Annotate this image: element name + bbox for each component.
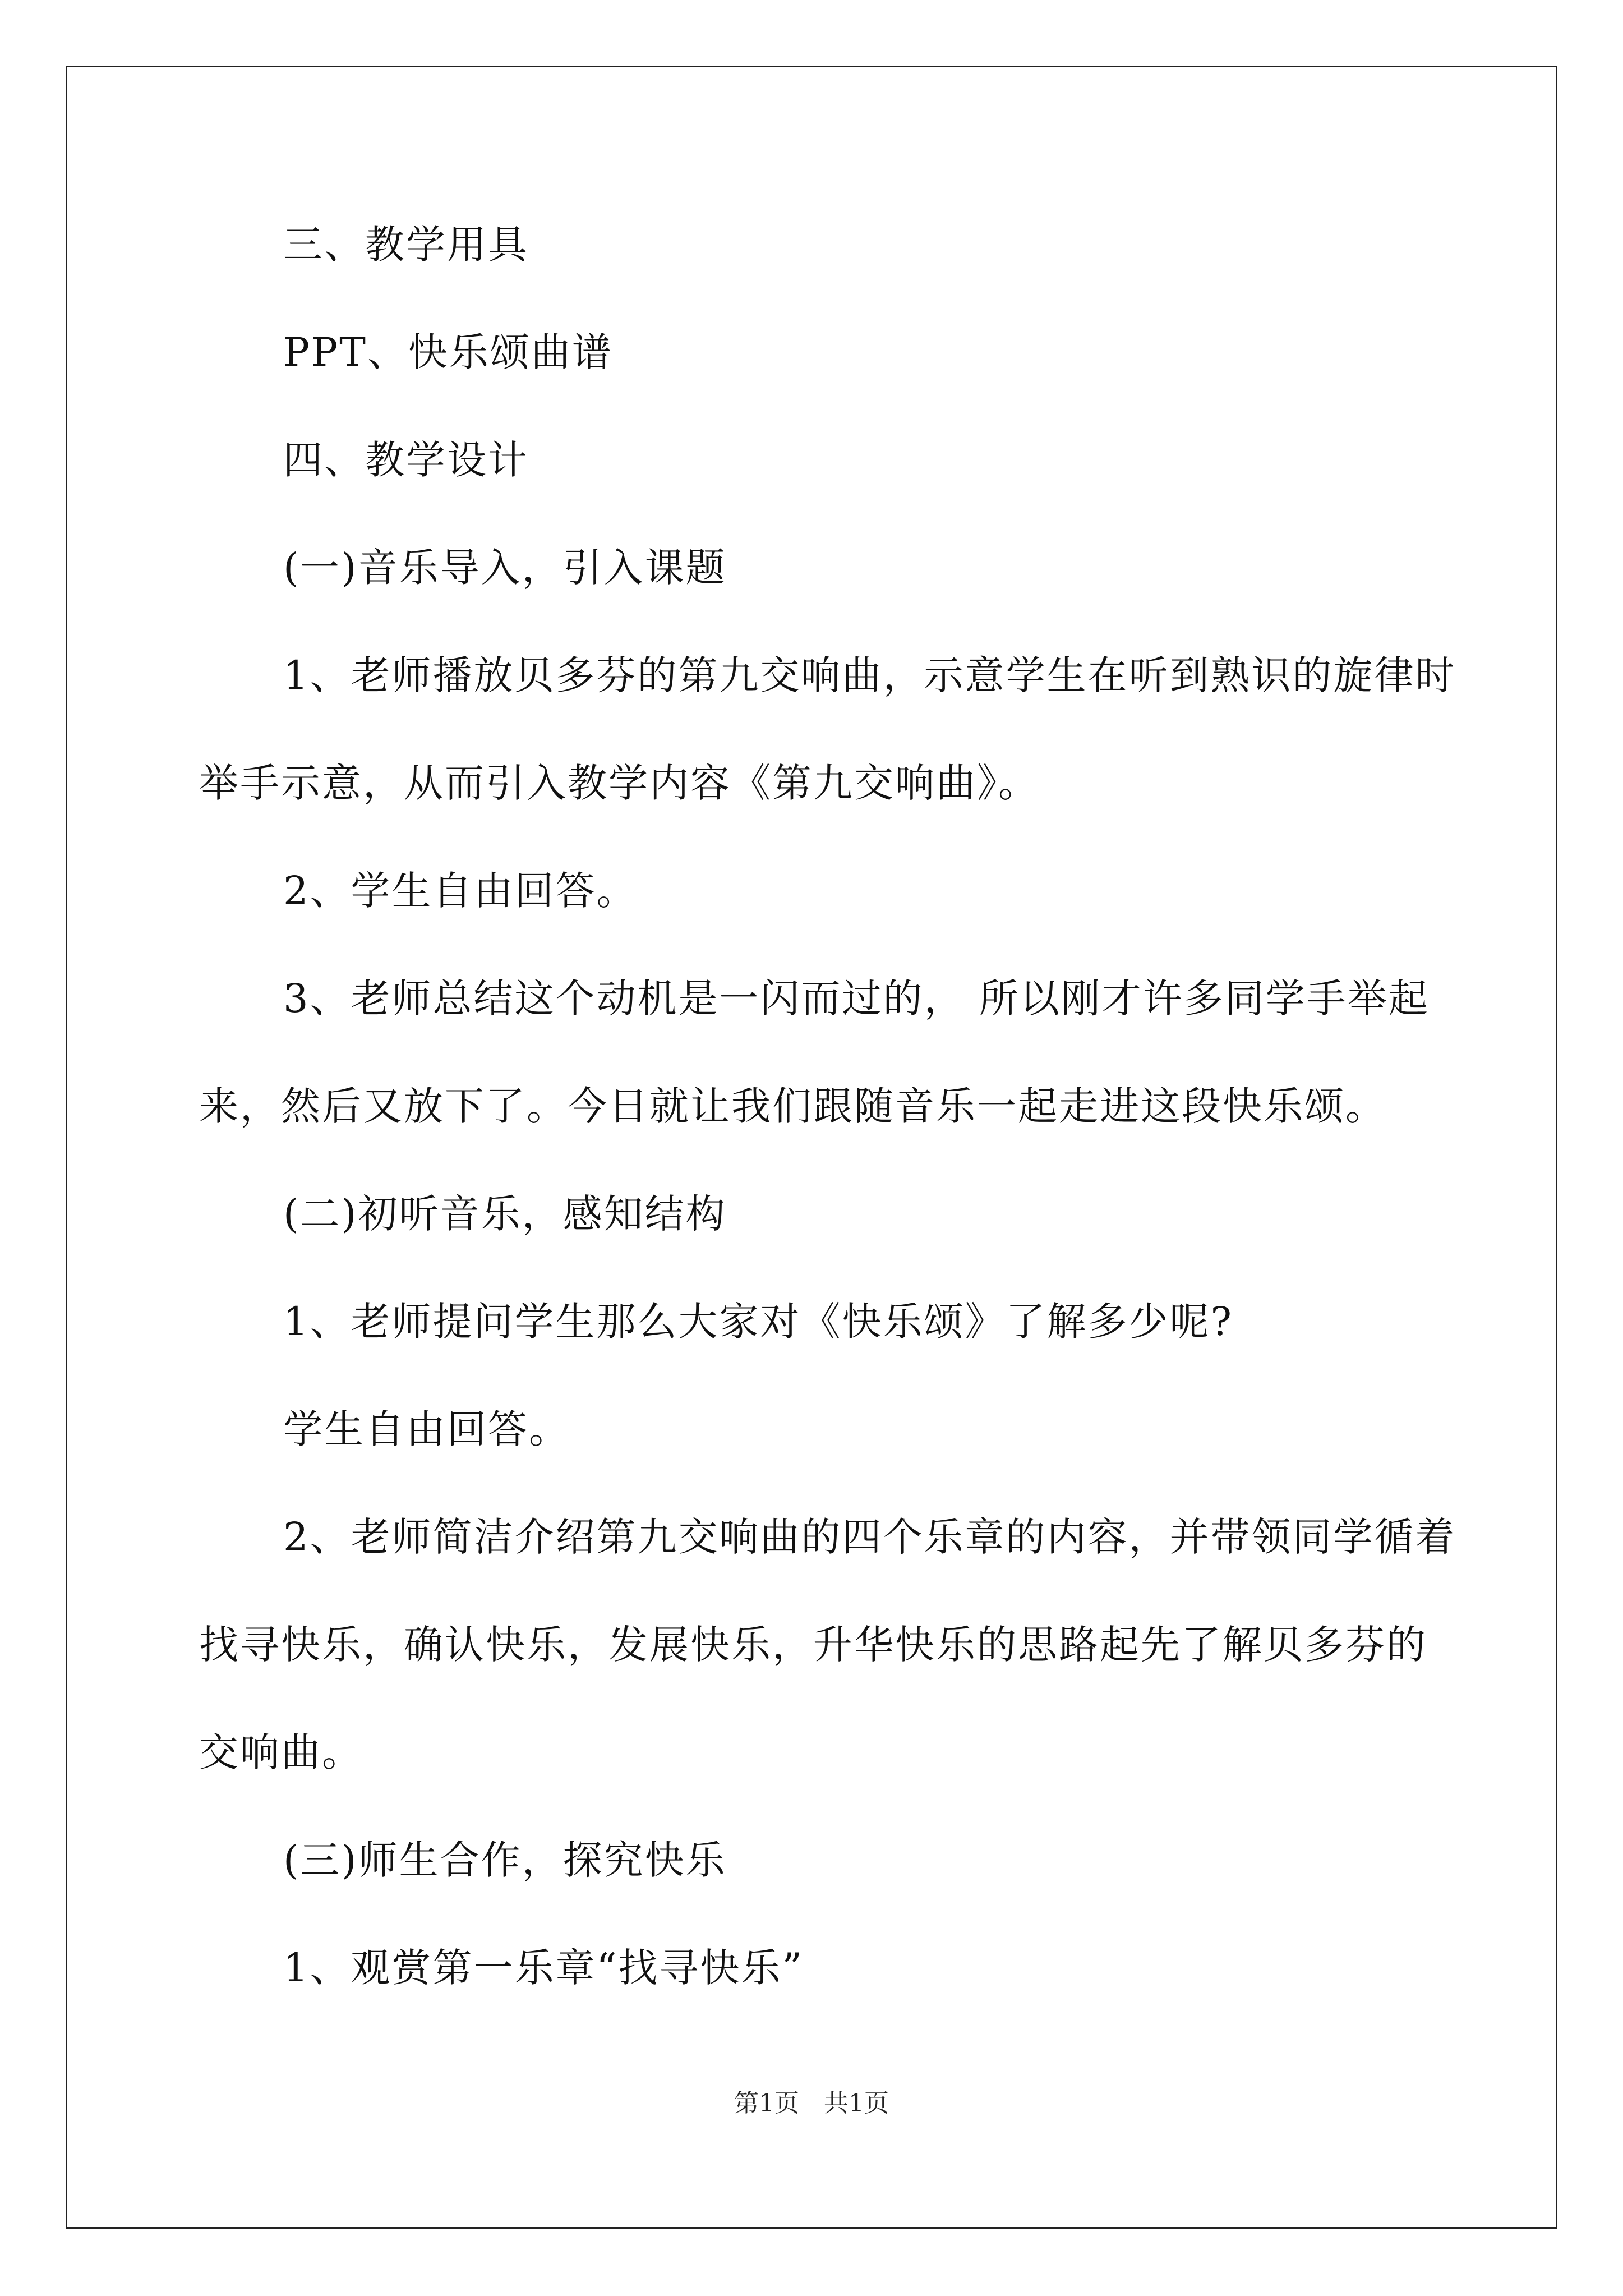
text-line: 1、老师提问学生那么大家对《快乐颂》了解多少呢? [283, 1299, 1234, 1345]
page-number-footer: 第1页 共1页 [734, 2089, 889, 2118]
text-line: 找寻快乐，确认快乐，发展快乐，升华快乐的思路起先了解贝多芬的 [199, 1622, 1427, 1668]
text-line: 来，然后又放下了。今日就让我们跟随音乐一起走进这段快乐颂。 [199, 1083, 1386, 1129]
text-line: 3、老师总结这个动机是一闪而过的， 所以刚才许多同学手举起 [283, 976, 1430, 1022]
text-line: PPT、快乐颂曲谱 [283, 329, 613, 375]
text-line: 2、学生自由回答。 [283, 868, 638, 914]
heading-teaching-tools: 三、教学用具 [283, 222, 529, 268]
subheading-3: (三)师生合作，探究快乐 [283, 1837, 727, 1883]
subheading-1: (一)音乐导入，引入课题 [283, 545, 727, 591]
text-line: 1、老师播放贝多芬的第九交响曲，示意学生在听到熟识的旋律时 [283, 652, 1456, 698]
text-line: 2、老师简洁介绍第九交响曲的四个乐章的内容，并带领同学循着 [283, 1514, 1456, 1560]
subheading-2: (二)初听音乐，感知结构 [283, 1191, 727, 1237]
page-frame [66, 66, 1557, 2229]
text-line: 学生自由回答。 [283, 1406, 570, 1452]
text-line: 1、观赏第一乐章“找寻快乐” [283, 1945, 804, 1991]
text-line: 举手示意，从而引入教学内容《第九交响曲》。 [199, 760, 1039, 806]
heading-teaching-design: 四、教学设计 [283, 437, 529, 483]
text-line: 交响曲。 [199, 1729, 363, 1775]
